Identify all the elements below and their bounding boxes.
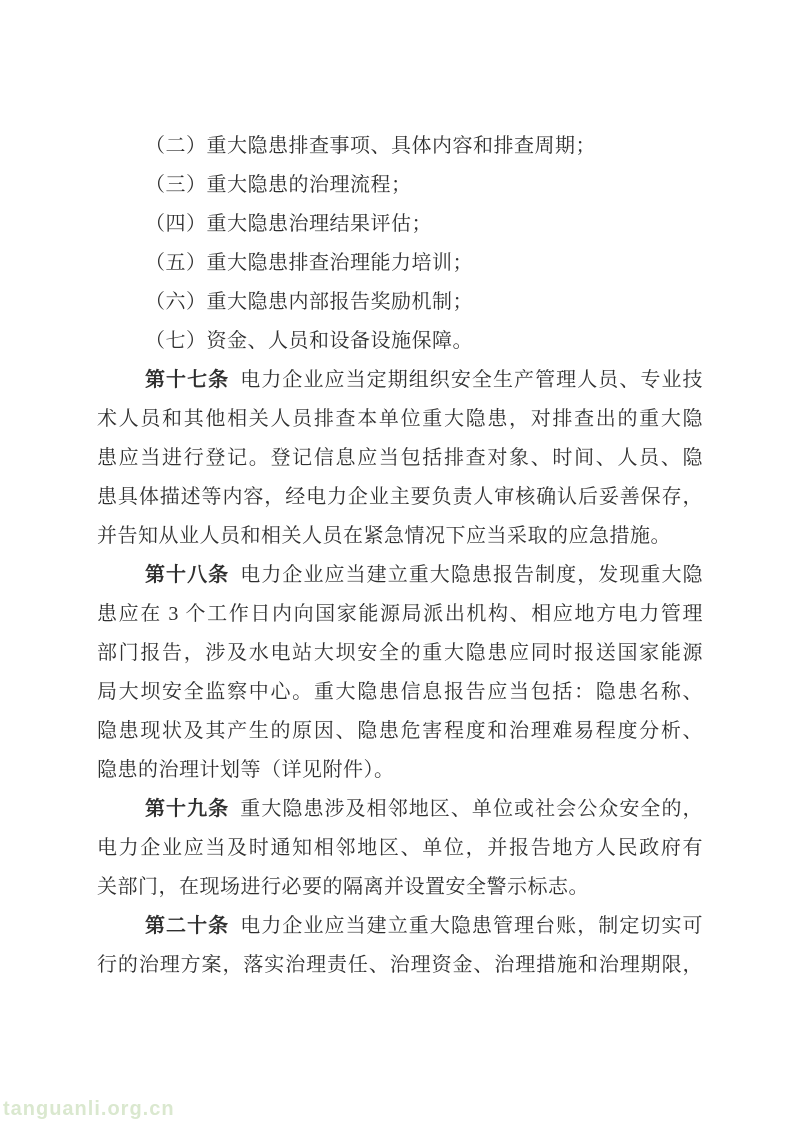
article-17-line-2: 术人员和其他相关人员排查本单位重大隐患，对排查出的重大隐 (97, 408, 703, 430)
list-item-4: （四）重大隐患治理结果评估； (145, 213, 432, 235)
article-17-line-5: 并告知从业人员和相关人员在紧急情况下应当采取的应急措施。 (97, 525, 671, 547)
list-item-7: （七）资金、人员和设备设施保障。 (145, 330, 473, 352)
article-19-first-line-text: 重大隐患涉及相邻地区、单位或社会公众安全的， (229, 798, 703, 820)
article-18-line-1 (97, 556, 703, 595)
article-17-line-3: 患应当进行登记。登记信息应当包括排查对象、时间、人员、隐 (97, 447, 703, 469)
list-item-2: （二）重大隐患排查事项、具体内容和排查周期； (145, 135, 596, 157)
site-watermark: tanguanli.org.cn (3, 1098, 175, 1120)
list-item-3: （三）重大隐患的治理流程； (145, 174, 412, 196)
article-20-first-line-text: 电力企业应当建立重大隐患管理台账，制定切实可 (229, 915, 703, 937)
article-18-number: 第十八条 (145, 564, 230, 586)
article-18-first-line-text: 电力企业应当建立重大隐患报告制度，发现重大隐 (229, 564, 703, 586)
article-18-line-5: 隐患现状及其产生的原因、隐患危害程度和治理难易程度分析、 (97, 720, 703, 742)
article-19-line-3: 关部门，在现场进行必要的隔离并设置安全警示标志。 (97, 876, 589, 898)
article-19-line-2: 电力企业应当及时通知相邻地区、单位，并报告地方人民政府有 (97, 837, 703, 859)
article-18-line-3: 部门报告，涉及水电站大坝安全的重大隐患应同时报送国家能源 (97, 642, 703, 664)
article-20-line-1 (97, 907, 703, 946)
article-19-number: 第十九条 (145, 798, 230, 820)
article-17-number: 第十七条 (145, 369, 230, 391)
article-17-line-4: 患具体描述等内容，经电力企业主要负责人审核确认后妥善保存， (97, 486, 703, 508)
article-20-line-2: 行的治理方案，落实治理责任、治理资金、治理措施和治理期限， (97, 954, 703, 976)
article-20-number: 第二十条 (145, 915, 230, 937)
page-content (97, 127, 703, 985)
article-18-line-6: 隐患的治理计划等（详见附件）。 (97, 759, 395, 781)
list-item-6: （六）重大隐患内部报告奖励机制； (145, 291, 473, 313)
article-18-line-2: 患应在 3 个工作日内向国家能源局派出机构、相应地方电力管理 (97, 603, 703, 625)
article-17-line-1 (97, 361, 703, 400)
list-item-5: （五）重大隐患排查治理能力培训； (145, 252, 473, 274)
article-18-line-4: 局大坝安全监察中心。重大隐患信息报告应当包括：隐患名称、 (97, 681, 703, 703)
article-17-first-line-text: 电力企业应当定期组织安全生产管理人员、专业技 (229, 369, 703, 391)
article-19-line-1 (97, 790, 703, 829)
